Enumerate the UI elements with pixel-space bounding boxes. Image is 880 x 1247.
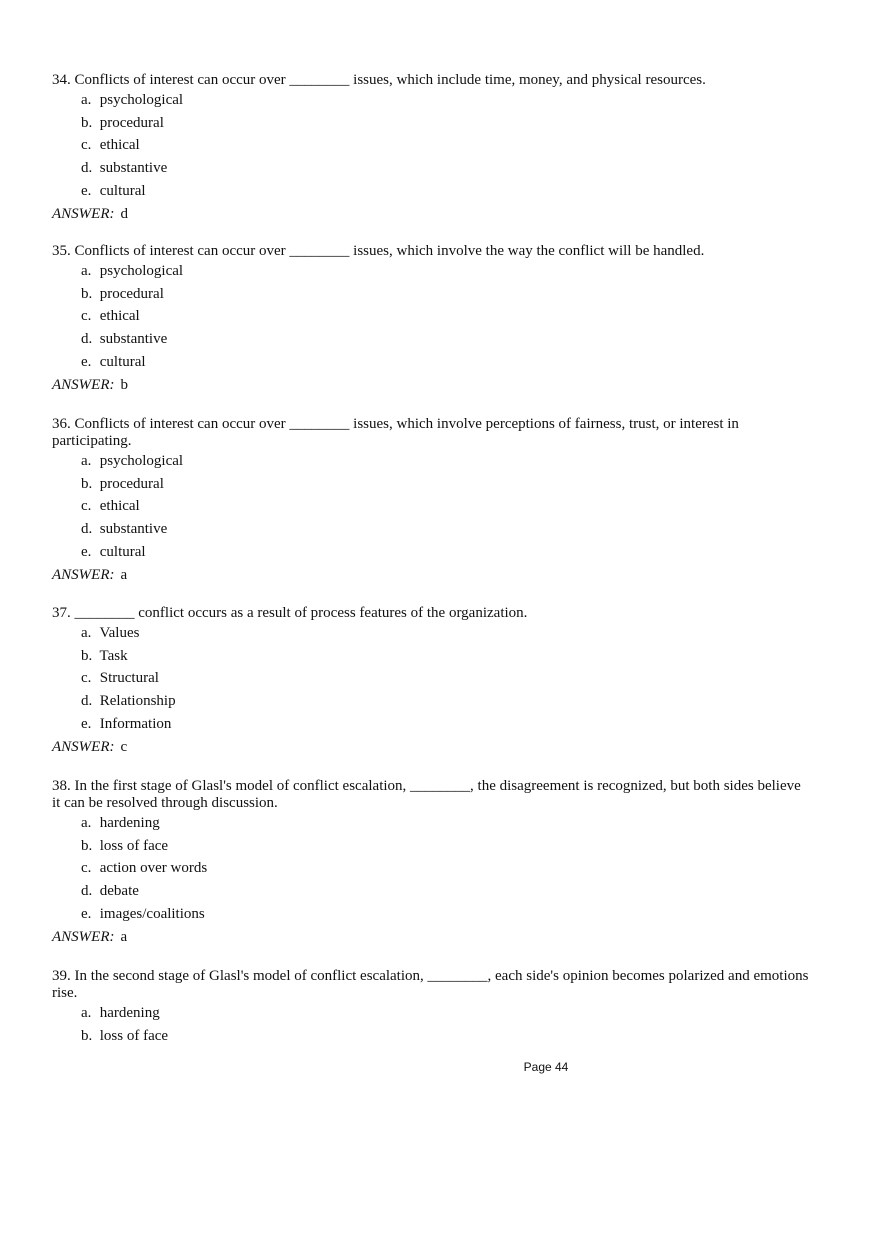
option-list bbox=[81, 812, 812, 926]
answer-label: ANSWER: bbox=[52, 566, 115, 583]
option-list bbox=[81, 260, 812, 374]
option-text: loss of face bbox=[99, 837, 169, 854]
question-35 bbox=[52, 243, 812, 395]
option-text: substantive bbox=[99, 521, 168, 538]
option-letter: d. bbox=[81, 521, 93, 538]
option-a bbox=[81, 450, 812, 473]
option-letter: a. bbox=[81, 625, 92, 641]
option-text: ethical bbox=[99, 308, 140, 325]
option-letter: d. bbox=[81, 693, 93, 710]
option-a bbox=[81, 622, 812, 645]
question-34 bbox=[52, 72, 812, 224]
question-stem: 39. In the second stage of Glasl's model of conflict escalation, ________, each side's opinion becomes polarized and emotions rise. bbox=[52, 968, 809, 1001]
answer-value: c bbox=[120, 738, 128, 755]
option-b bbox=[81, 283, 812, 306]
option-b bbox=[81, 835, 812, 858]
option-letter: e. bbox=[81, 543, 92, 560]
option-letter: b. bbox=[81, 837, 93, 854]
question-stem: 34. Conflicts of interest can occur over ________ issues, which include time, money, and physical resources. bbox=[52, 72, 706, 88]
option-text: psychological bbox=[99, 453, 184, 469]
option-e bbox=[81, 541, 812, 564]
option-letter: e. bbox=[81, 353, 92, 370]
answer-line bbox=[52, 204, 812, 224]
option-letter: a. bbox=[81, 453, 92, 469]
option-letter: c. bbox=[81, 860, 92, 877]
option-text: cultural bbox=[99, 353, 146, 370]
option-d bbox=[81, 880, 812, 903]
option-text: debate bbox=[99, 883, 139, 900]
option-list bbox=[81, 450, 812, 564]
answer-label: ANSWER: bbox=[52, 928, 115, 945]
option-text: procedural bbox=[99, 285, 164, 302]
answer-line bbox=[52, 737, 812, 757]
question-38 bbox=[52, 778, 812, 947]
option-list bbox=[81, 89, 812, 203]
answer-label: ANSWER: bbox=[52, 376, 115, 393]
question-36 bbox=[52, 416, 812, 585]
option-text: cultural bbox=[99, 543, 146, 560]
option-letter: b. bbox=[81, 647, 93, 664]
option-text: loss of face bbox=[99, 1027, 169, 1044]
option-b bbox=[81, 645, 812, 668]
option-letter: e. bbox=[81, 905, 92, 922]
question-39 bbox=[52, 968, 812, 1047]
option-letter: d. bbox=[81, 883, 93, 900]
option-text: Information bbox=[99, 715, 172, 732]
option-letter: a. bbox=[81, 263, 92, 279]
answer-value: b bbox=[120, 376, 128, 393]
option-c bbox=[81, 495, 812, 518]
option-list bbox=[81, 622, 812, 736]
option-text: Task bbox=[99, 647, 128, 664]
option-text: procedural bbox=[99, 475, 164, 492]
answer-value: a bbox=[120, 928, 128, 945]
answer-label: ANSWER: bbox=[52, 738, 115, 755]
option-letter: a. bbox=[81, 1005, 92, 1021]
option-letter: e. bbox=[81, 715, 92, 732]
option-text: substantive bbox=[99, 160, 168, 177]
option-a bbox=[81, 89, 812, 112]
option-text: cultural bbox=[99, 182, 146, 199]
option-c bbox=[81, 134, 812, 157]
option-letter: c. bbox=[81, 670, 92, 687]
question-37 bbox=[52, 605, 812, 757]
option-text: hardening bbox=[99, 1005, 160, 1021]
question-stem: 37. ________ conflict occurs as a result of process features of the organization. bbox=[52, 605, 528, 621]
option-letter: c. bbox=[81, 498, 92, 515]
option-a bbox=[81, 260, 812, 283]
option-d bbox=[81, 518, 812, 541]
option-letter: c. bbox=[81, 137, 92, 154]
option-text: Values bbox=[99, 625, 140, 641]
option-letter: d. bbox=[81, 331, 93, 348]
question-stem: 35. Conflicts of interest can occur over ________ issues, which involve the way the conflict will be handled. bbox=[52, 243, 705, 259]
question-stem: 36. Conflicts of interest can occur over ________ issues, which involve perceptions of fairness, trust, or interest in participating. bbox=[52, 416, 739, 449]
option-b bbox=[81, 112, 812, 135]
option-c bbox=[81, 667, 812, 690]
option-letter: b. bbox=[81, 475, 93, 492]
answer-value: d bbox=[120, 205, 128, 222]
option-c bbox=[81, 305, 812, 328]
option-text: procedural bbox=[99, 114, 164, 131]
option-e bbox=[81, 713, 812, 736]
option-e bbox=[81, 180, 812, 203]
option-text: psychological bbox=[99, 263, 184, 279]
page-number: Page 44 bbox=[523, 1060, 569, 1074]
option-d bbox=[81, 690, 812, 713]
option-e bbox=[81, 351, 812, 374]
question-stem: 38. In the first stage of Glasl's model of conflict escalation, ________, the disagreement is recognized, but both sides believe it can be resolved through discussion. bbox=[52, 778, 801, 811]
answer-value: a bbox=[120, 566, 128, 583]
option-c bbox=[81, 857, 812, 880]
option-e bbox=[81, 903, 812, 926]
option-text: hardening bbox=[99, 815, 160, 831]
option-list bbox=[81, 1002, 812, 1047]
option-text: ethical bbox=[99, 137, 140, 154]
option-letter: d. bbox=[81, 160, 93, 177]
option-letter: e. bbox=[81, 182, 92, 199]
option-letter: b. bbox=[81, 114, 93, 131]
option-letter: c. bbox=[81, 308, 92, 325]
answer-line bbox=[52, 375, 812, 395]
option-letter: a. bbox=[81, 92, 92, 108]
option-text: Structural bbox=[99, 670, 159, 687]
answer-line bbox=[52, 927, 812, 947]
option-letter: b. bbox=[81, 1027, 93, 1044]
answer-line bbox=[52, 565, 812, 585]
option-text: images/coalitions bbox=[99, 905, 205, 922]
option-a bbox=[81, 1002, 812, 1025]
option-d bbox=[81, 328, 812, 351]
option-text: psychological bbox=[99, 92, 184, 108]
option-letter: b. bbox=[81, 285, 93, 302]
option-text: substantive bbox=[99, 331, 168, 348]
option-text: ethical bbox=[99, 498, 140, 515]
option-text: action over words bbox=[99, 860, 208, 877]
option-text: Relationship bbox=[99, 693, 176, 710]
option-b bbox=[81, 473, 812, 496]
option-a bbox=[81, 812, 812, 835]
answer-label: ANSWER: bbox=[52, 205, 115, 222]
option-b bbox=[81, 1025, 812, 1048]
option-letter: a. bbox=[81, 815, 92, 831]
option-d bbox=[81, 157, 812, 180]
